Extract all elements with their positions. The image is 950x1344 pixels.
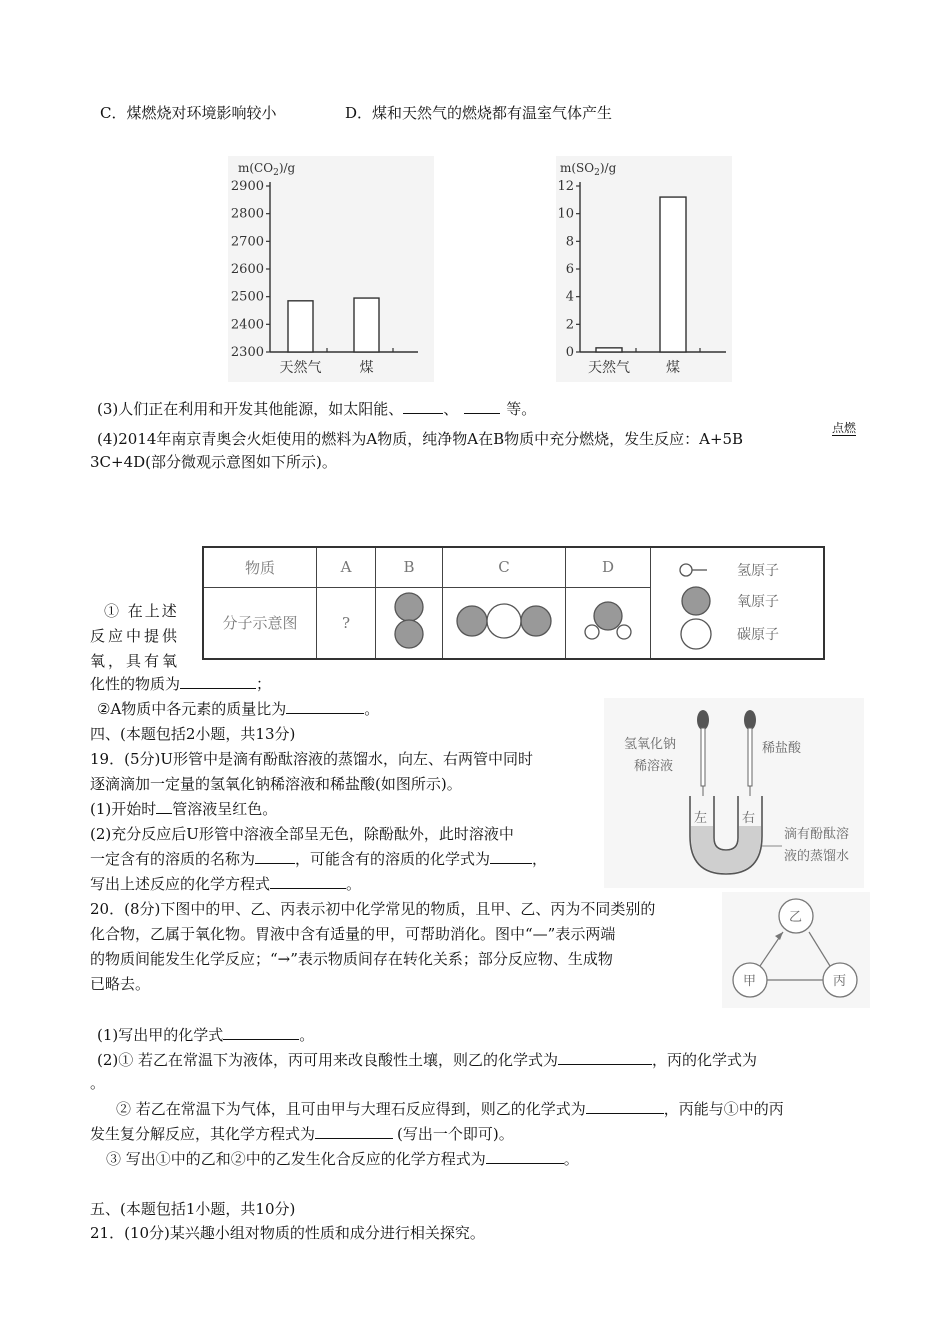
section-4-heading: 四、(本题包括2小题，共13分) [90,725,296,743]
col-c: C [443,547,566,587]
q18-part4-line2: 3C+4D(部分微观示意图如下所示)。 [90,453,337,471]
model-b [376,587,443,659]
dropper-bulb-icon [697,710,709,730]
hcl-label: 稀盐酸 [762,741,802,756]
answer-blank[interactable] [156,798,172,814]
o2-molecule-icon [389,588,429,654]
co2-y-axis-label: $m(CO_2)/g$ [238,161,296,178]
q20-part2a [97,1049,757,1071]
model-d [566,587,651,659]
answer-blank[interactable] [255,848,295,864]
so2-chart-bar [660,197,686,352]
co2-chart-tick-label: 2800 [230,206,264,222]
left-tube-label: 左 [694,811,708,826]
dropper-bulb-icon [744,710,756,730]
node-jia-label: 甲 [743,974,757,989]
q19-l5-text: 一定含有的溶质的名称为 [90,850,256,868]
option-d: D．煤和天然气的燃烧都有温室气体产生 [345,104,613,122]
header-model: 分子示意图 [203,587,317,659]
q19-l5-end: ， [532,850,548,868]
so2-chart-tick-label: 12 [557,179,574,194]
q19-line2: 逐滴滴加一定量的氢氧化钠稀溶液和稀盐酸(如图所示)。 [90,775,462,793]
q18-part4-line1 [97,428,743,450]
so2-chart-tick-label: 2 [565,317,574,333]
q20-p2b-text: ② 若乙在常温下为气体，且可由甲与大理石反应得到，则乙的化学式为 [116,1100,586,1118]
q19-line6 [90,873,361,895]
so2-chart-tick-label: 4 [565,289,574,305]
co2-chart-bar [354,298,379,352]
q19-line1: 19．(5分)U形管中是滴有酚酞溶液的蒸馏水，向左、右两管中同时 [90,750,533,768]
co2-chart-tick-label: 2600 [230,262,264,277]
q19-l6-end: 。 [346,875,362,893]
node-bing-label: 丙 [833,974,847,989]
q20-line2: 化合物，乙属于氧化物。胃液中含有适量的甲，可帮助消化。图中“—”表示两端 [90,925,616,943]
q20-p2b-l2-end: (写出一个即可)。 [397,1125,514,1143]
h2o-molecule-icon [578,596,638,646]
reaction-condition: 点燃 [832,421,857,435]
q18-sub1-b: 反应中提供 [90,627,181,645]
so2-bar-chart [556,156,732,382]
q20-p3-end: 。 [563,1150,579,1168]
answer-blank[interactable] [490,848,532,864]
q18-sub1-text: 化性的物质为 [90,675,181,693]
q18-p3-sep: 、 [443,400,459,418]
co2-chart-tick-label: 2500 [230,289,264,305]
answer-blank[interactable] [270,873,346,889]
so2-chart-tick-label: 10 [557,206,574,222]
answer-blank[interactable] [586,1098,664,1114]
model-c [443,587,566,659]
q19-line5 [90,848,547,870]
q19-l5-mid: ，可能含有的溶质的化学式为 [295,850,491,868]
hydrogen-atom-icon [680,564,692,576]
legend-oxygen: 氧原子 [737,594,779,610]
col-a: A [317,547,376,587]
q19-l3-text: (1)开始时 [90,800,157,818]
so2-chart-bar [596,348,622,352]
co2-chart-category-label: 煤 [359,360,374,376]
q18-sub1-c: 氧，具有氧 [90,652,181,670]
q19-line3 [90,798,277,820]
answer-blank[interactable] [315,1123,393,1139]
q18-part3 [97,398,536,420]
water-label-2: 液的蒸馏水 [784,849,850,864]
naoh-label-2: 稀溶液 [634,759,674,774]
q20-line3: 的物质间能发生化学反应；“→”表示物质间存在转化关系；部分反应物、生成物 [90,950,613,968]
answer-blank[interactable] [403,398,443,414]
col-b: B [376,547,443,587]
section-5-heading: 五、(本题包括1小题，共10分) [90,1200,296,1218]
so2-chart-category-label: 煤 [666,360,680,376]
q20-part2b-line2 [90,1123,514,1145]
node-yi-label: 乙 [789,910,803,925]
q20-line1: 20．(8分)下图中的甲、乙、丙表示初中化学常见的物质，且甲、乙、丙为不同类别的 [90,900,656,918]
so2-chart-category-label: 天然气 [588,360,630,376]
q20-part2b [116,1098,784,1120]
q20-p1-end: 。 [299,1026,315,1044]
model-a: ? [317,587,376,659]
atom-legend-svg [651,548,823,654]
q18-sub1-d [90,673,271,695]
q18-sub2 [97,698,379,720]
answer-blank[interactable] [286,698,364,714]
so2-y-axis-label: $m(SO_2)/g$ [560,161,617,178]
water-label-1: 滴有酚酞溶 [784,827,850,842]
co2-chart-tick-label: 2400 [230,317,264,333]
legend-hydrogen: 氢原子 [737,563,779,579]
answer-blank[interactable] [180,673,256,689]
q20-part1 [97,1024,314,1046]
co2-chart-bar [288,301,313,352]
u-tube-figure [604,698,864,888]
oxygen-atom-icon [682,587,710,615]
q20-p3-text: ③ 写出①中的乙和②中的乙发生化合反应的化学方程式为 [106,1150,486,1168]
legend-carbon: 碳原子 [737,627,779,643]
co2-chart-tick-label: 2300 [230,345,264,360]
answer-blank[interactable] [464,398,500,414]
co2-molecule-icon [454,601,554,641]
q20-p2b-mid: ，丙能与①中的丙 [663,1100,784,1118]
q20-p1-text: (1)写出甲的化学式 [97,1026,224,1044]
q18-sub1-a: ① 在上述 [104,602,179,620]
q20-part2a-end: 。 [90,1074,106,1092]
relation-triangle-figure [722,892,870,1008]
q20-p2a-mid: ，丙的化学式为 [652,1051,758,1069]
q18-sub2-end: 。 [364,700,380,718]
q19-l3-end: 管溶液呈红色。 [172,800,278,818]
co2-bar-chart [228,156,434,382]
co2-chart-tick-label: 2900 [230,179,264,194]
q20-p2b-l2-text: 发生复分解反应，其化学方程式为 [90,1125,316,1143]
q20-line4: 已略去。 [90,975,151,993]
so2-chart-tick-label: 8 [565,234,574,250]
co2-chart-tick-label: 2700 [230,234,264,250]
q18-sub1-end: ； [256,675,272,693]
carbon-atom-icon [681,619,711,649]
co2-chart-category-label: 天然气 [279,360,322,376]
q18-p4-text: (4)2014年南京青奥会火炬使用的燃料为A物质，纯净物A在B物质中充分燃烧，发生反应：A+5B [97,430,744,448]
so2-chart-tick-label: 0 [565,345,574,360]
q18-sub2-text: ②A物质中各元素的质量比为 [97,700,287,718]
q18-p3-end: 等。 [506,400,537,418]
naoh-label-1: 氢氧化钠 [624,737,677,752]
right-tube-label: 右 [742,811,756,826]
q19-line4: (2)充分反应后U形管中溶液全部呈无色，除酚酞外，此时溶液中 [90,825,514,843]
q19-l6-text: 写出上述反应的化学方程式 [90,875,271,893]
q21-line1: 21．(10分)某兴趣小组对物质的性质和成分进行相关探究。 [90,1224,485,1242]
header-substance: 物质 [203,547,317,587]
q18-p3-text: (3)人们正在利用和开发其他能源，如太阳能、 [97,400,404,418]
col-d: D [566,547,651,587]
answer-blank[interactable] [486,1148,564,1164]
so2-chart-tick-label: 6 [565,262,574,277]
molecule-table [202,546,825,660]
answer-blank[interactable] [223,1024,299,1040]
q20-p2a-text: (2)① 若乙在常温下为液体，丙可用来改良酸性土壤，则乙的化学式为 [97,1051,559,1069]
atom-legend [651,547,825,659]
answer-blank[interactable] [558,1049,652,1065]
q20-part3 [106,1148,579,1170]
option-c: C．煤燃烧对环境影响较小 [100,104,277,122]
